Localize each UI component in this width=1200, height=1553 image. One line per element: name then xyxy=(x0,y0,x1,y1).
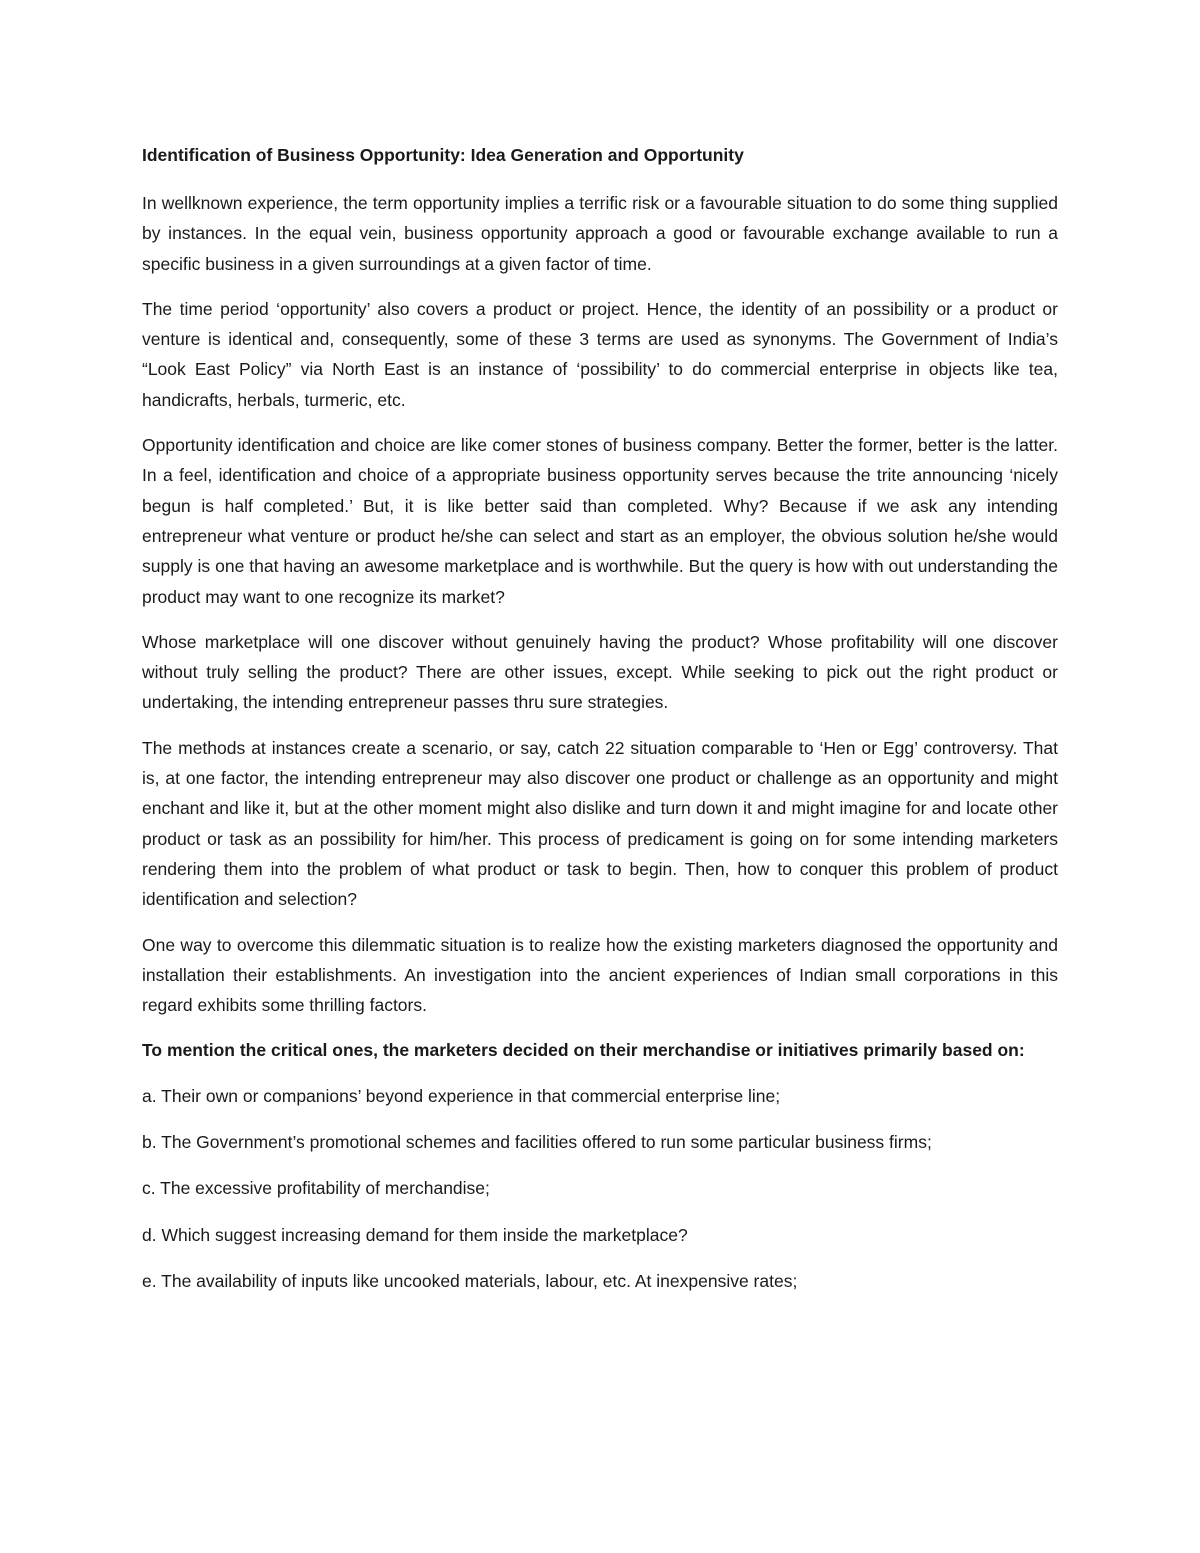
paragraph-opportunity-term: The time period ‘opportunity’ also covers a product or project. Hence, the identity of an possibility or a product or venture is identical and, consequently, some of these 3 terms are used as synonyms. The Government of India’s “Look East Policy” via North East is an instance of ‘possibility’ to do commercial enterprise in objects like tea, handicrafts, herbals, turmeric, etc. xyxy=(142,298,1058,410)
paragraph-intro: In wellknown experience, the term opportunity implies a terrific risk or a favourable situation to do some thing supplied by instances. In the equal vein, business opportunity approach a good or favourable exchange available to run a specific business in a given surroundings at a given factor of time. xyxy=(142,193,1058,274)
paragraph-dilemma-resolution: One way to overcome this dilemmatic situation is to realize how the existing marketers diagnosed the opportunity and installation their establishments. An investigation into the ancient experiences of Indian small corporations in this regard exhibits some thrilling factors. xyxy=(142,934,1058,1016)
list-item: d. Which suggest increasing demand for them inside the marketplace? xyxy=(142,1224,688,1245)
paragraph-marketplace-questions: Whose marketplace will one discover without genuinely having the product? Whose profitability will one discover without truly selling the product? There are other issues, except. While seeking to pick out the right product or undertaking, the intending entrepreneur passes thru sure strategies. xyxy=(142,631,1058,713)
list-item: e. The availability of inputs like uncooked materials, labour, etc. At inexpensive rates; xyxy=(142,1270,798,1291)
paragraph-catch-22: The methods at instances create a scenario, or say, catch 22 situation comparable to ‘Hen or Egg’ controversy. That is, at one factor, the intending entrepreneur may also discover one product or challenge as an opportunity and might enchant and like it, but at the other moment might also dislike and turn down it and might imagine for and locate other product or task as an possibility for him/her. This process of predicament is going on for some intending marketers rendering them into the problem of what product or task to begin. Then, how to conquer this problem of product identification and selection? xyxy=(142,737,1058,910)
paragraph-identification-choice: Opportunity identification and choice are like comer stones of business company. Better the former, better is the latter. In a feel, identification and choice of a appropriate business opportunity serves because the trite announcing ‘nicely begun is half completed.’ But, it is like better said than completed. Why? Because if we ask any intending entrepreneur what venture or product he/she can select and start as an employer, the obvious solution he/she would supply is one that having an awesome marketplace and is worthwhile. But the query is how with out understanding the product may want to one recognize its market? xyxy=(142,435,1058,607)
list-item: b. The Government’s promotional schemes and facilities offered to run some particular business firms; xyxy=(142,1132,932,1153)
list-item: c. The excessive profitability of merchandise; xyxy=(142,1178,490,1199)
list-item: a. Their own or companions’ beyond experience in that commercial enterprise line; xyxy=(142,1085,781,1106)
list-heading: To mention the critical ones, the marketers decided on their merchandise or initiatives primarily based on: xyxy=(142,1040,1025,1061)
document-page xyxy=(142,140,1058,1312)
document-title: Identification of Business Opportunity: Idea Generation and Opportunity xyxy=(142,145,744,165)
